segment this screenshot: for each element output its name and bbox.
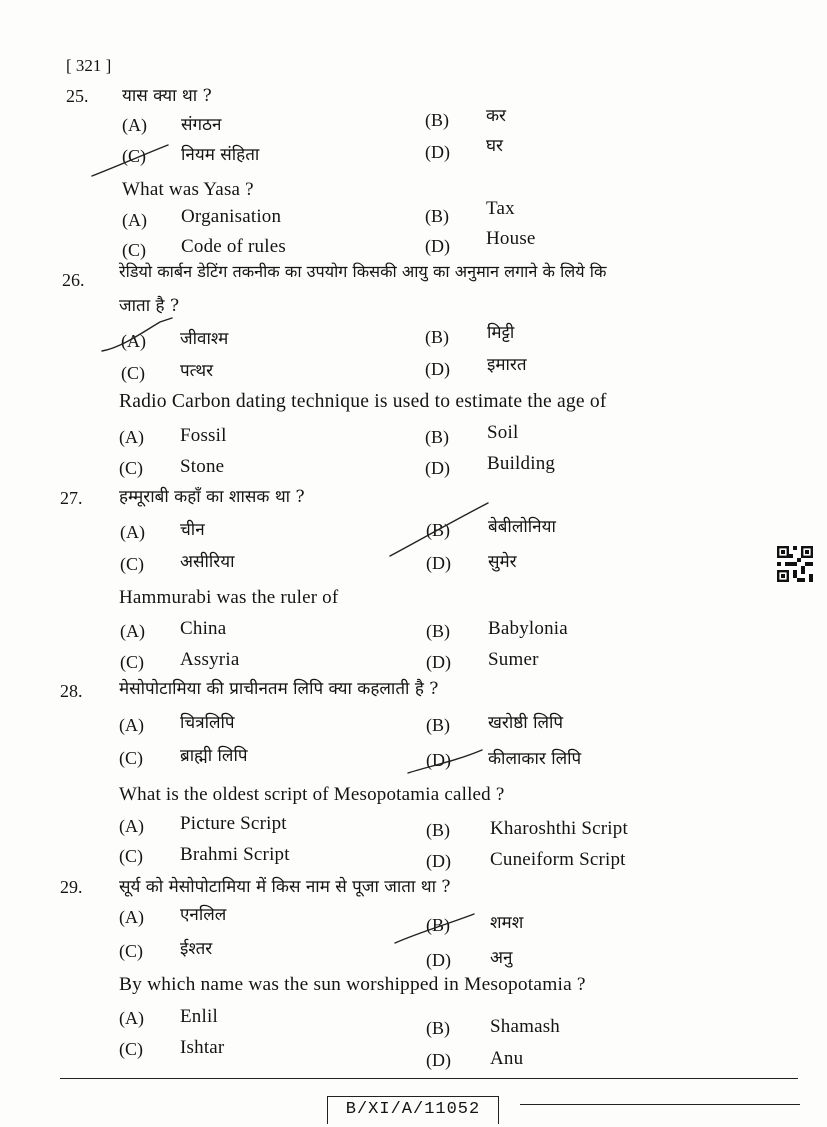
option-label-27-c-en: (C) bbox=[120, 652, 144, 672]
question-27-english: Hammurabi was the ruler of bbox=[119, 587, 339, 608]
option-label-29-d-en: (D) bbox=[426, 1050, 451, 1070]
option-28-a-english: Picture Script bbox=[180, 813, 287, 834]
option-label-26-d-en: (D) bbox=[425, 458, 450, 478]
qr-code-icon bbox=[776, 546, 814, 582]
question-number-27: 27. bbox=[60, 488, 83, 508]
option-27-d-hindi: सुमेर bbox=[488, 552, 517, 572]
option-label-29-d-hi: (D) bbox=[426, 950, 451, 970]
option-25-c-hindi: नियम संहिता bbox=[181, 145, 260, 165]
footer-code: B/XI/A/11052 bbox=[327, 1096, 499, 1124]
option-29-c-hindi: ईश्तर bbox=[180, 939, 213, 959]
option-29-a-english: Enlil bbox=[180, 1006, 218, 1027]
question-28-english: What is the oldest script of Mesopotamia called ? bbox=[119, 784, 505, 805]
question-28-hindi: मेसोपोटामिया की प्राचीनतम लिपि क्या कहलाती है ? bbox=[119, 679, 439, 699]
question-25-english: What was Yasa ? bbox=[122, 179, 254, 200]
option-label-27-b-hi: (B) bbox=[426, 520, 450, 540]
option-label-28-d-hi: (D) bbox=[426, 750, 451, 770]
option-label-25-a-hi: (A) bbox=[122, 115, 147, 135]
option-26-c-hindi: पत्थर bbox=[180, 361, 214, 381]
option-26-d-hindi: इमारत bbox=[487, 355, 527, 375]
option-label-28-a-hi: (A) bbox=[119, 715, 144, 735]
option-label-26-c-en: (C) bbox=[119, 458, 143, 478]
option-label-26-b-en: (B) bbox=[425, 427, 449, 447]
option-26-a-english: Fossil bbox=[180, 425, 227, 446]
option-label-25-a-en: (A) bbox=[122, 210, 147, 230]
option-27-b-english: Babylonia bbox=[488, 618, 568, 639]
option-label-26-a-en: (A) bbox=[119, 427, 144, 447]
option-label-26-a-hi: (A) bbox=[121, 331, 146, 351]
option-25-c-english: Code of rules bbox=[181, 236, 286, 257]
option-26-b-english: Soil bbox=[487, 422, 519, 443]
question-number-28: 28. bbox=[60, 681, 83, 701]
option-label-26-b-hi: (B) bbox=[425, 327, 449, 347]
option-27-a-hindi: चीन bbox=[180, 520, 205, 540]
option-29-d-hindi: अनु bbox=[490, 948, 513, 968]
question-26-hindi-continued: जाता है ? bbox=[119, 296, 180, 316]
footer-rule-right bbox=[520, 1104, 800, 1105]
option-label-29-a-en: (A) bbox=[119, 1008, 144, 1028]
option-25-d-hindi: घर bbox=[486, 136, 503, 156]
option-label-26-c-hi: (C) bbox=[121, 363, 145, 383]
option-25-d-english: House bbox=[486, 228, 536, 249]
option-label-27-b-en: (B) bbox=[426, 621, 450, 641]
option-28-c-english: Brahmi Script bbox=[180, 844, 290, 865]
option-25-b-hindi: कर bbox=[486, 106, 507, 126]
option-label-28-b-en: (B) bbox=[426, 820, 450, 840]
option-label-25-b-en: (B) bbox=[425, 206, 449, 226]
option-label-25-d-en: (D) bbox=[425, 236, 450, 256]
option-label-29-b-hi: (B) bbox=[426, 915, 450, 935]
option-27-d-english: Sumer bbox=[488, 649, 539, 670]
option-25-a-english: Organisation bbox=[181, 206, 282, 227]
option-26-d-english: Building bbox=[487, 453, 556, 474]
option-label-29-c-en: (C) bbox=[119, 1039, 143, 1059]
option-label-25-d-hi: (D) bbox=[425, 142, 450, 162]
option-28-d-english: Cuneiform Script bbox=[490, 849, 626, 870]
option-25-a-hindi: संगठन bbox=[181, 115, 222, 135]
option-25-b-english: Tax bbox=[486, 198, 515, 219]
option-label-28-a-en: (A) bbox=[119, 816, 144, 836]
question-number-29: 29. bbox=[60, 877, 83, 897]
option-27-b-hindi: बेबीलोनिया bbox=[488, 517, 556, 537]
option-label-27-d-en: (D) bbox=[426, 652, 451, 672]
option-label-25-c-hi: (C) bbox=[122, 146, 146, 166]
option-label-25-c-en: (C) bbox=[122, 240, 146, 260]
option-29-a-hindi: एनलिल bbox=[180, 905, 227, 925]
option-28-a-hindi: चित्रलिपि bbox=[180, 713, 235, 733]
option-label-28-b-hi: (B) bbox=[426, 715, 450, 735]
question-25-hindi: यास क्या था ? bbox=[122, 86, 212, 106]
option-label-27-d-hi: (D) bbox=[426, 553, 451, 573]
option-label-28-c-hi: (C) bbox=[119, 748, 143, 768]
question-number-26: 26. bbox=[62, 270, 85, 290]
option-label-29-c-hi: (C) bbox=[119, 941, 143, 961]
option-28-c-hindi: ब्राह्मी लिपि bbox=[180, 746, 248, 766]
option-label-27-a-en: (A) bbox=[120, 621, 145, 641]
option-29-d-english: Anu bbox=[490, 1048, 524, 1069]
option-label-27-a-hi: (A) bbox=[120, 522, 145, 542]
option-label-28-c-en: (C) bbox=[119, 846, 143, 866]
option-label-29-a-hi: (A) bbox=[119, 907, 144, 927]
option-27-c-hindi: असीरिया bbox=[180, 552, 235, 572]
option-label-27-c-hi: (C) bbox=[120, 554, 144, 574]
option-28-b-hindi: खरोष्ठी लिपि bbox=[488, 713, 564, 733]
question-29-hindi: सूर्य को मेसोपोटामिया में किस नाम से पूजा जाता था ? bbox=[119, 877, 451, 897]
option-27-a-english: China bbox=[180, 618, 227, 639]
option-27-c-english: Assyria bbox=[180, 649, 240, 670]
option-26-a-hindi: जीवाश्म bbox=[180, 329, 229, 349]
question-29-english: By which name was the sun worshipped in Mesopotamia ? bbox=[119, 974, 586, 995]
option-label-29-b-en: (B) bbox=[426, 1018, 450, 1038]
option-28-b-english: Kharoshthi Script bbox=[490, 818, 628, 839]
page-number: [ 321 ] bbox=[66, 56, 112, 75]
option-29-b-hindi: शमश bbox=[490, 913, 524, 933]
option-label-28-d-en: (D) bbox=[426, 851, 451, 871]
option-28-d-hindi: कीलाकार लिपि bbox=[488, 749, 582, 769]
question-27-hindi: हम्मूराबी कहाँ का शासक था ? bbox=[119, 487, 305, 507]
question-number-25: 25. bbox=[66, 86, 89, 106]
question-26-english: Radio Carbon dating technique is used to estimate the age of bbox=[119, 391, 607, 412]
option-29-b-english: Shamash bbox=[490, 1016, 561, 1037]
option-label-25-b-hi: (B) bbox=[425, 110, 449, 130]
question-26-hindi: रेडियो कार्बन डेटिंग तकनीक का उपयोग किसकी आयु का अनुमान लगाने के लिये कि bbox=[119, 262, 607, 281]
option-label-26-d-hi: (D) bbox=[425, 359, 450, 379]
option-29-c-english: Ishtar bbox=[180, 1037, 225, 1058]
option-26-b-hindi: मिट्टी bbox=[487, 323, 515, 343]
option-26-c-english: Stone bbox=[180, 456, 225, 477]
footer-rule bbox=[60, 1078, 798, 1079]
